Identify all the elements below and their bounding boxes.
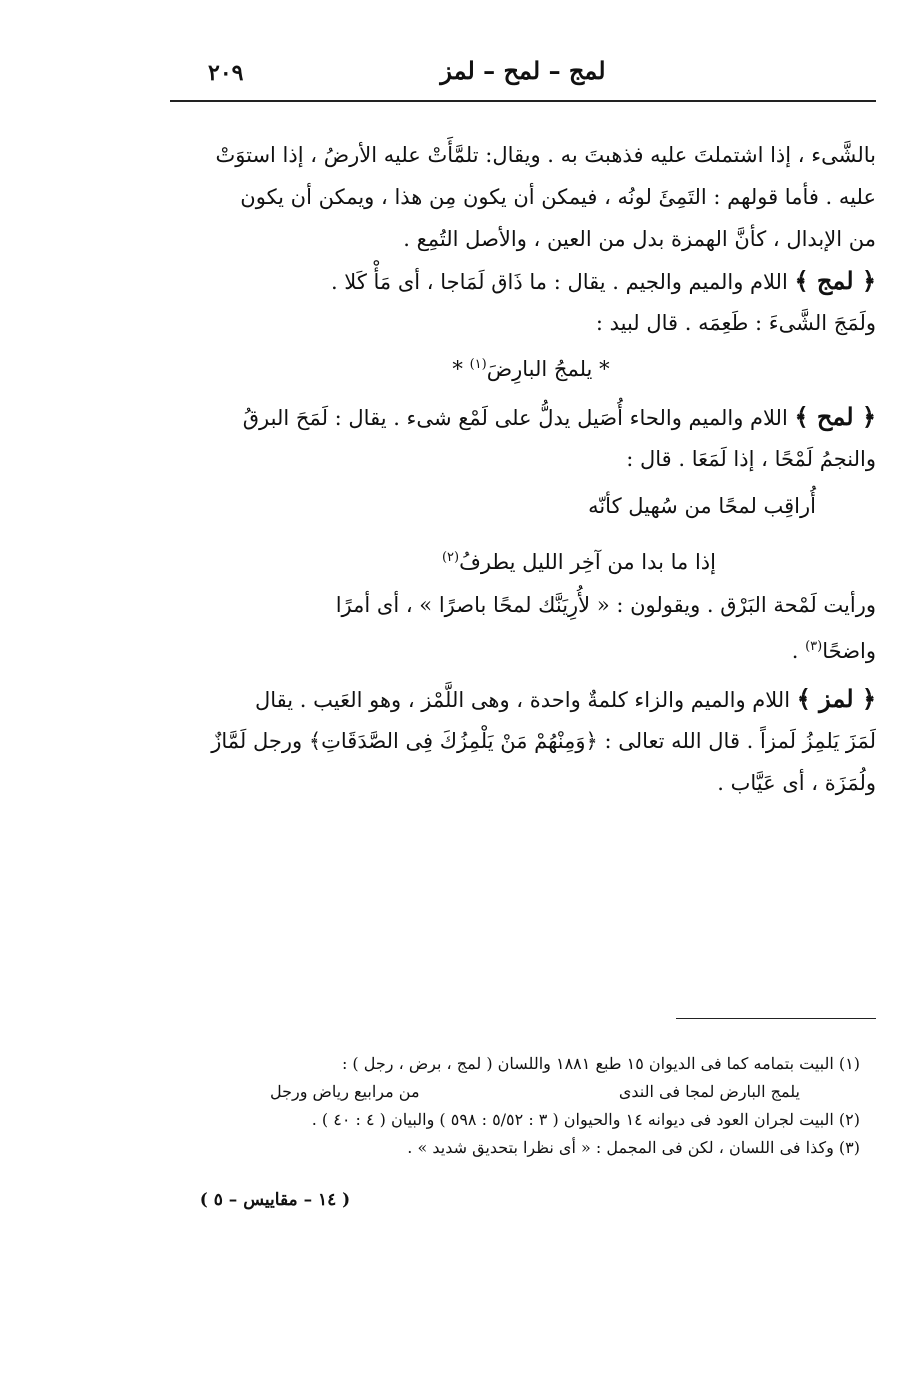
page-number: ٢٠٩: [208, 60, 244, 86]
text-line: [186, 626, 876, 668]
footnotes: [170, 1050, 860, 1162]
footnote-marker: (٣): [805, 639, 823, 654]
entry-heading-lamaz: ﴿ لمز ﴾: [796, 684, 876, 713]
text-line: والنجمُ لَمْحًا ، إذا لَمَعَا . قال :: [626, 447, 876, 471]
footnote-1: (١) البيت بتمامه كما فى الديوان ١٥ طبع ١٨٨١ واللسان ( لمج ، برض ، رجل ) :: [341, 1054, 860, 1073]
main-text: [186, 134, 876, 804]
verse-text: إذا ما بدا من آخِر الليل يطرفُ: [459, 550, 716, 574]
footnote-3: (٣) وكذا فى اللسان ، لكن فى المجمل : « أى نظرا بتحديق شديد » .: [407, 1138, 860, 1157]
entry-text: واضحًا: [822, 639, 876, 663]
text-line: ولُمَزَة ، أى عَيَّاب .: [717, 771, 876, 795]
spacer: [186, 668, 876, 678]
page-header: [170, 52, 876, 98]
entry-text: .: [791, 639, 806, 663]
entry-lamaz-first-line: [186, 678, 876, 720]
entry-text: اللام والميم والزاء كلمةٌ واحدة ، وهى اللَّمْز ، وهو العَيب . يقال: [254, 688, 791, 712]
verse-hemistich: يلمج البارض لمجا فى الندى: [618, 1082, 800, 1101]
text-line: بالشَّىء ، إذا اشتملتَ عليه فذهبتَ به . ويقال: تلمَّأَتْ عليه الأرضُ ، إذا استوَتْ: [215, 143, 876, 167]
entry-lamah-first-line: [186, 396, 876, 438]
running-title: لمج – لمح – لمز: [440, 56, 606, 85]
text-line: عليه . فأما قولهم : التَمِئَ لونُه ، فيمكن أن يكون مِن هذا ، ويمكن أن يكون: [240, 185, 876, 209]
verse-line: [186, 344, 876, 386]
printer-signature: ( ١٤ – مقاييس – ٥ ): [199, 1190, 351, 1210]
entry-text: اللام والميم والجيم . يقال : ما ذَاق لَمَاجا ، أى مَأْ كَلا .: [330, 270, 788, 294]
verse-hemistich-2: [186, 532, 876, 584]
footnote-2: (٢) البيت لجران العود فى ديوانه ١٤ والحيوان ( ٣ : ٥/٥٢ : ٥٩٨ ) والبيان ( ٤ : ٤٠ ) .: [311, 1110, 860, 1129]
text-line: ولَمَجَ الشَّىءَ : طَعِمَه . قال لبيد :: [595, 311, 876, 335]
verse-hemistich: من مرابيع رياض ورجل: [270, 1082, 420, 1101]
entry-heading-lamah: ﴿ لمح ﴾: [794, 402, 876, 431]
verse-text: * يلمجُ البارِضَ: [486, 357, 610, 381]
text-line: لَمَزَ يَلمِزُ لَمزاً . قال الله تعالى : ﴿وَمِنْهُمْ مَنْ يَلْمِزُكَ فِى الصَّدَقَاتِ﴾ ورجل لَمَّازٌ: [211, 729, 876, 753]
text-line: ورأيت لَمْحة البَرْق . ويقولون : « لأُرِيَنَّك لمحًا باصرًا » ، أى أمرًا: [335, 593, 876, 617]
entry-text: اللام والميم والحاء أُصَيل يدلُّ على لَمْع شىء . يقال : لَمَحَ البرقُ: [242, 406, 788, 430]
header-rule: [170, 100, 876, 102]
footnote-1-verse: [170, 1078, 860, 1106]
footnote-marker: (٢): [441, 550, 460, 565]
footnote-marker: (١): [469, 357, 487, 372]
entry-heading-lamaj: ﴿ لمج ﴾: [794, 266, 876, 295]
text-line: من الإبدال ، كأنَّ الهمزة بدل من العين ، والأصل التُمِع .: [403, 227, 876, 251]
verse-hemistich-1: أُراقِب لمحًا من سُهيل كأنّه: [588, 494, 816, 518]
footnote-rule: [676, 1018, 876, 1019]
entry-lamaj-first-line: [186, 260, 876, 302]
spacer: [186, 386, 876, 396]
verse-star: *: [452, 357, 463, 381]
